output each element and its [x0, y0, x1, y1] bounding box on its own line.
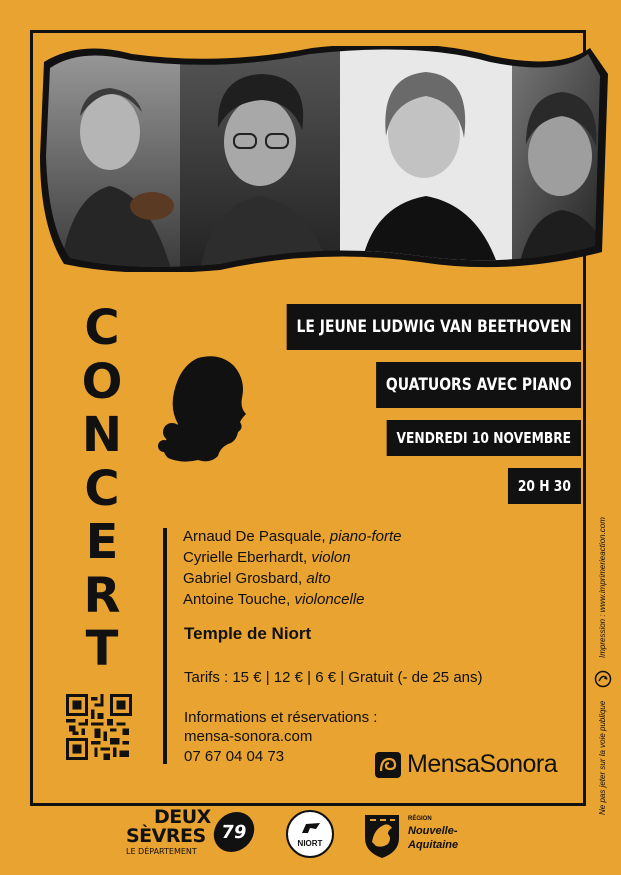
- deux-sevres-line3: LE DÉPARTEMENT: [126, 847, 197, 856]
- region-line2: Aquitaine: [408, 839, 459, 851]
- banner-title: LE JEUNE LUDWIG VAN BEETHOVEN: [286, 304, 581, 350]
- musician-line: Antoine Touche, violoncelle: [183, 591, 365, 608]
- region-line1: Nouvelle-: [408, 825, 458, 837]
- concert-letter: N: [81, 407, 123, 463]
- deux-sevres-number-badge: 79: [211, 812, 257, 852]
- phone-number: 07 67 04 04 73: [184, 748, 285, 765]
- niort-label: NIORT: [297, 839, 323, 848]
- deux-sevres-line2: SÈVRES: [126, 825, 206, 847]
- region-label: RÉGION: [408, 816, 432, 822]
- print-credit: Impression : www.imprimerieaction.com: [598, 517, 607, 658]
- qr-code-icon[interactable]: [66, 694, 132, 760]
- banner-subtitle: QUATUORS AVEC PIANO: [376, 362, 581, 408]
- niort-logo: [286, 810, 334, 858]
- prices: Tarifs : 15 € | 12 € | 6 € | Gratuit (- de 25 ans): [184, 669, 483, 686]
- recycle-icon: [594, 670, 612, 688]
- deux-sevres-line1: DEUX: [154, 806, 211, 828]
- musicians-photo-strip: [40, 46, 620, 272]
- niort-emblem-icon: [300, 821, 322, 835]
- concert-letter: R: [83, 567, 121, 624]
- concert-letter: C: [84, 300, 120, 356]
- musician-line: Arnaud De Pasquale, piano-forte: [183, 528, 402, 545]
- vertical-concert-title: [72, 302, 132, 677]
- region-shield-icon: [362, 812, 402, 860]
- mensa-sonora-logo: [375, 750, 557, 779]
- website-link[interactable]: mensa-sonora.com: [184, 728, 313, 745]
- divider-line: [163, 528, 167, 764]
- concert-letter: O: [81, 353, 123, 410]
- mensa-sonora-wordmark: MensaSonora: [407, 750, 558, 778]
- musician-line: Cyrielle Eberhardt, violon: [183, 549, 351, 566]
- litter-notice: Ne pas jeter sur la voie publique: [598, 700, 607, 815]
- mensa-sonora-icon: [375, 752, 401, 778]
- venue: Temple de Niort: [184, 624, 312, 643]
- beethoven-silhouette-icon: [158, 352, 254, 468]
- banner-time: 20 H 30: [508, 468, 581, 504]
- concert-letter: E: [85, 514, 119, 570]
- concert-letter: C: [84, 460, 120, 517]
- musician-line: Gabriel Grosbard, alto: [183, 570, 331, 587]
- info-label: Informations et réservations :: [184, 709, 378, 726]
- concert-letter: T: [85, 621, 119, 677]
- deux-sevres-logo: [126, 808, 211, 856]
- banner-date: VENDREDI 10 NOVEMBRE: [387, 420, 581, 456]
